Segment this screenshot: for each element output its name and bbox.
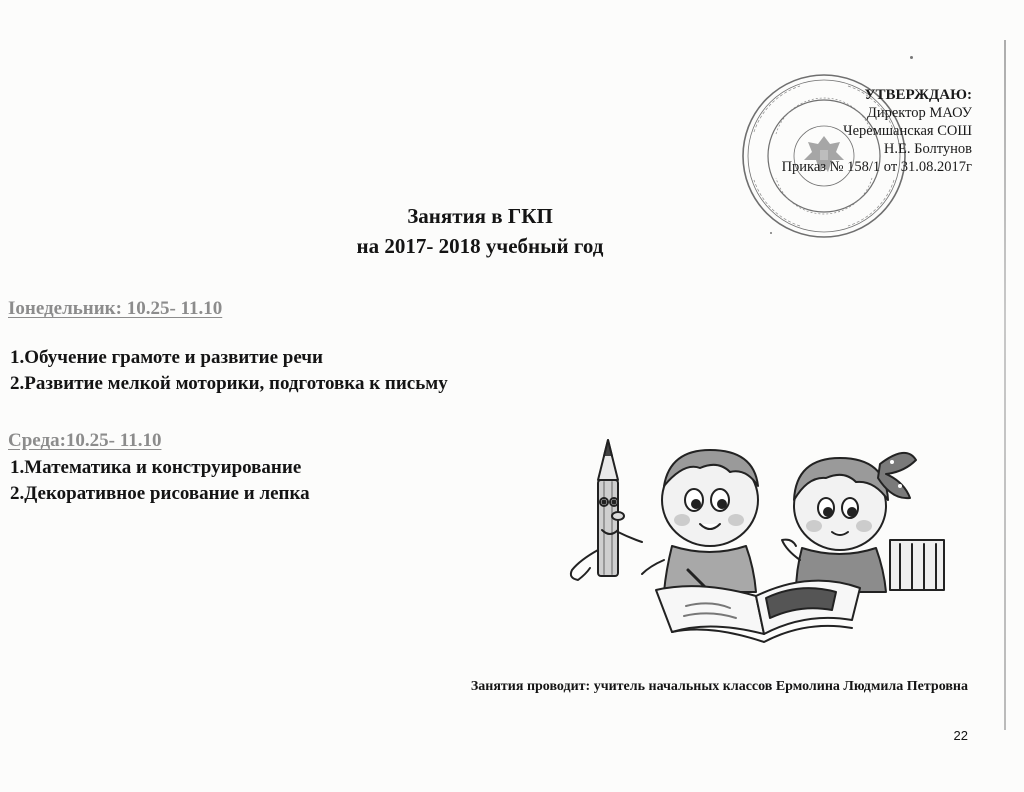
footer-teacher-note: Занятия проводит: учитель начальных классов Ермолина Людмила Петровна bbox=[470, 679, 968, 694]
approval-block bbox=[782, 86, 972, 176]
schedule-item: 2.Развитие мелкой моторики, подготовка к письму bbox=[10, 373, 448, 394]
page-number: 22 bbox=[953, 728, 968, 743]
schedule-item: 1.Обучение грамоте и развитие речи bbox=[10, 347, 323, 368]
pencil-character-icon bbox=[571, 440, 642, 580]
boy-icon bbox=[642, 450, 758, 592]
document-subtitle: на 2017- 2018 учебный год bbox=[356, 234, 604, 258]
children-reading-illustration bbox=[560, 420, 960, 650]
scan-edge bbox=[1004, 40, 1006, 730]
schedule-item: 2.Декоративное рисование и лепка bbox=[10, 483, 310, 504]
open-book-icon bbox=[656, 581, 860, 642]
schedule-item: 1.Математика и конструирование bbox=[10, 457, 302, 478]
schedule-day-monday: Іонедельник: 10.25- 11.10 bbox=[8, 298, 223, 319]
approval-school: Черемшанская СОШ bbox=[843, 123, 972, 139]
chair-icon bbox=[890, 540, 944, 590]
approval-order: Приказ № 158/1 от 31.08.2017г bbox=[781, 159, 972, 175]
scan-speck bbox=[910, 56, 913, 59]
document-title: Занятия в ГКП bbox=[407, 204, 553, 228]
approval-position: Директор МАОУ bbox=[866, 105, 972, 121]
approval-heading: УТВЕРЖДАЮ: bbox=[864, 87, 972, 103]
schedule-day-wednesday: Среда:10.25- 11.10 bbox=[8, 430, 162, 451]
approval-name: Н.Е. Болтунов bbox=[883, 141, 972, 157]
